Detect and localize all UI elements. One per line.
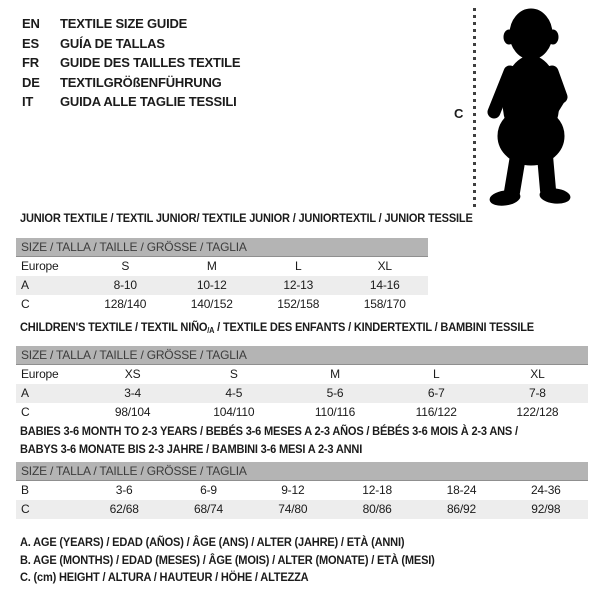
height-measure-dotted-line bbox=[473, 8, 476, 209]
row-label: Europe bbox=[21, 367, 59, 381]
language-row-en bbox=[22, 14, 240, 34]
row-label: Europe bbox=[21, 259, 59, 273]
babies-title-line1: BABIES 3-6 MONTH TO 2-3 YEARS / BEBÉS 3-6 MESES A 2-3 AÑOS / BÉBÉS 3-6 MOIS À 2-3 ANS / bbox=[20, 424, 518, 438]
table-cell: 152/158 bbox=[277, 297, 320, 311]
language-code: EN bbox=[22, 16, 40, 32]
language-code: DE bbox=[22, 74, 40, 90]
row-label: A bbox=[21, 386, 29, 400]
table-cell: S bbox=[229, 367, 238, 381]
table-cell: 110/116 bbox=[314, 405, 356, 419]
table-cell: 24-36 bbox=[530, 483, 561, 497]
footnote-a: A. AGE (YEARS) / EDAD (AÑOS) / ÂGE (ANS) / ALTER (JAHRE) / ETÀ (ANNI) bbox=[20, 535, 405, 549]
guide-title-it: GUIDA ALLE TAGLIE TESSILI bbox=[60, 94, 237, 110]
table-row bbox=[16, 500, 588, 519]
table-cell: 68/74 bbox=[193, 502, 223, 516]
table-cell: S bbox=[121, 259, 130, 273]
size-header-bar: SIZE / TALLA / TAILLE / GRÖSSE / TAGLIA bbox=[16, 238, 428, 257]
guide-title-fr: GUIDE DES TAILLES TEXTILE bbox=[60, 55, 241, 71]
table-cell: 98/104 bbox=[114, 405, 151, 419]
language-row-es bbox=[22, 34, 240, 54]
table-cell: XS bbox=[124, 367, 141, 381]
table-cell: L bbox=[295, 259, 302, 273]
children-section-title-text: CHILDREN'S TEXTILE / TEXTIL $NIÑO_{/A}$ / TEXTILE DES ENFANTS / KINDERTEXTIL / BAMBINI TESSILE bbox=[20, 320, 534, 335]
table-cell: L bbox=[432, 367, 440, 381]
table-cell: 10-12 bbox=[196, 278, 227, 292]
size-header-bar: SIZE / TALLA / TAILLE / GRÖSSE / TAGLIA bbox=[16, 346, 588, 365]
table-cell: 122/128 bbox=[516, 405, 559, 419]
table-cell: 12-13 bbox=[283, 278, 314, 292]
footnote-c: C. (cm) HEIGHT / ALTURA / HAUTEUR / HÖHE / ALTEZZA bbox=[20, 570, 309, 584]
row-label: C bbox=[21, 297, 30, 311]
junior-section-title bbox=[20, 211, 512, 225]
table-cell: 14-16 bbox=[369, 278, 400, 292]
size-header-bar: SIZE / TALLA / TAILLE / GRÖSSE / TAGLIA bbox=[16, 462, 588, 481]
junior-size-table bbox=[16, 238, 428, 314]
language-code: ES bbox=[22, 35, 39, 51]
table-cell: 158/170 bbox=[363, 297, 406, 311]
children-section-title bbox=[20, 320, 579, 335]
table-cell: 3-6 bbox=[115, 483, 133, 497]
language-code: FR bbox=[22, 55, 39, 71]
table-cell: 3-4 bbox=[124, 386, 141, 400]
language-row-it bbox=[22, 92, 240, 112]
guide-title-de: TEXTILGRÖßENFÜHRUNG bbox=[60, 74, 222, 90]
table-cell: 18-24 bbox=[446, 483, 477, 497]
table-cell: XL bbox=[530, 367, 545, 381]
table-cell: 7-8 bbox=[529, 386, 546, 400]
row-label: C bbox=[21, 405, 30, 419]
babies-title-line2: BABYS 3-6 MONATE BIS 2-3 JAHRE / BAMBINI 3-6 MESI A 2-3 ANNI bbox=[20, 441, 363, 456]
table-cell: 116/122 bbox=[415, 405, 457, 419]
row-label: C bbox=[21, 502, 30, 516]
table-cell: 104/110 bbox=[213, 405, 255, 419]
row-label: B bbox=[21, 483, 29, 497]
nino-a-subscript: /A bbox=[207, 326, 215, 335]
table-cell: XL bbox=[377, 259, 392, 273]
table-cell: 12-18 bbox=[362, 483, 392, 497]
height-measure-label: C bbox=[454, 106, 464, 121]
table-row bbox=[16, 295, 428, 314]
language-row-de bbox=[22, 73, 240, 93]
table-cell: 92/98 bbox=[531, 502, 561, 516]
guide-title-en: TEXTILE SIZE GUIDE bbox=[60, 16, 188, 32]
table-row bbox=[16, 276, 428, 295]
table-row bbox=[16, 257, 428, 276]
language-row-fr bbox=[22, 53, 240, 73]
language-code: IT bbox=[22, 94, 34, 110]
table-cell: M bbox=[330, 367, 340, 381]
table-cell: 86/92 bbox=[446, 502, 476, 516]
footnote-b: B. AGE (MONTHS) / EDAD (MESES) / ÂGE (MOIS) / ALTER (MONATE) / ETÀ (MESI) bbox=[20, 552, 435, 567]
table-cell: 6-9 bbox=[200, 483, 217, 497]
table-row bbox=[16, 403, 588, 422]
table-cell: 128/140 bbox=[104, 297, 147, 311]
table-cell: 80/86 bbox=[362, 502, 392, 516]
table-row bbox=[16, 384, 588, 403]
babies-section-title bbox=[20, 423, 561, 458]
table-cell: 4-5 bbox=[225, 386, 243, 400]
table-row bbox=[16, 481, 588, 500]
footnote-legend bbox=[20, 534, 471, 587]
language-title-list bbox=[22, 14, 240, 112]
guide-title-es: GUÍA DE TALLAS bbox=[60, 35, 165, 51]
table-cell: M bbox=[206, 259, 217, 273]
junior-section-title-text: JUNIOR TEXTILE / TEXTIL JUNIOR/ TEXTILE JUNIOR / JUNIORTEXTIL / JUNIOR TESSILE bbox=[20, 211, 473, 225]
table-cell: 6-7 bbox=[427, 386, 445, 400]
table-cell: 140/152 bbox=[190, 297, 233, 311]
row-label: A bbox=[21, 278, 29, 292]
table-cell: 62/68 bbox=[109, 502, 139, 516]
children-size-table bbox=[16, 346, 588, 422]
baby-silhouette-icon bbox=[484, 6, 580, 208]
table-row bbox=[16, 365, 588, 384]
table-cell: 8-10 bbox=[113, 278, 137, 292]
table-cell: 5-6 bbox=[326, 386, 344, 400]
table-cell: 74/80 bbox=[278, 502, 308, 516]
babies-size-table bbox=[16, 462, 588, 519]
table-cell: 9-12 bbox=[281, 483, 305, 497]
